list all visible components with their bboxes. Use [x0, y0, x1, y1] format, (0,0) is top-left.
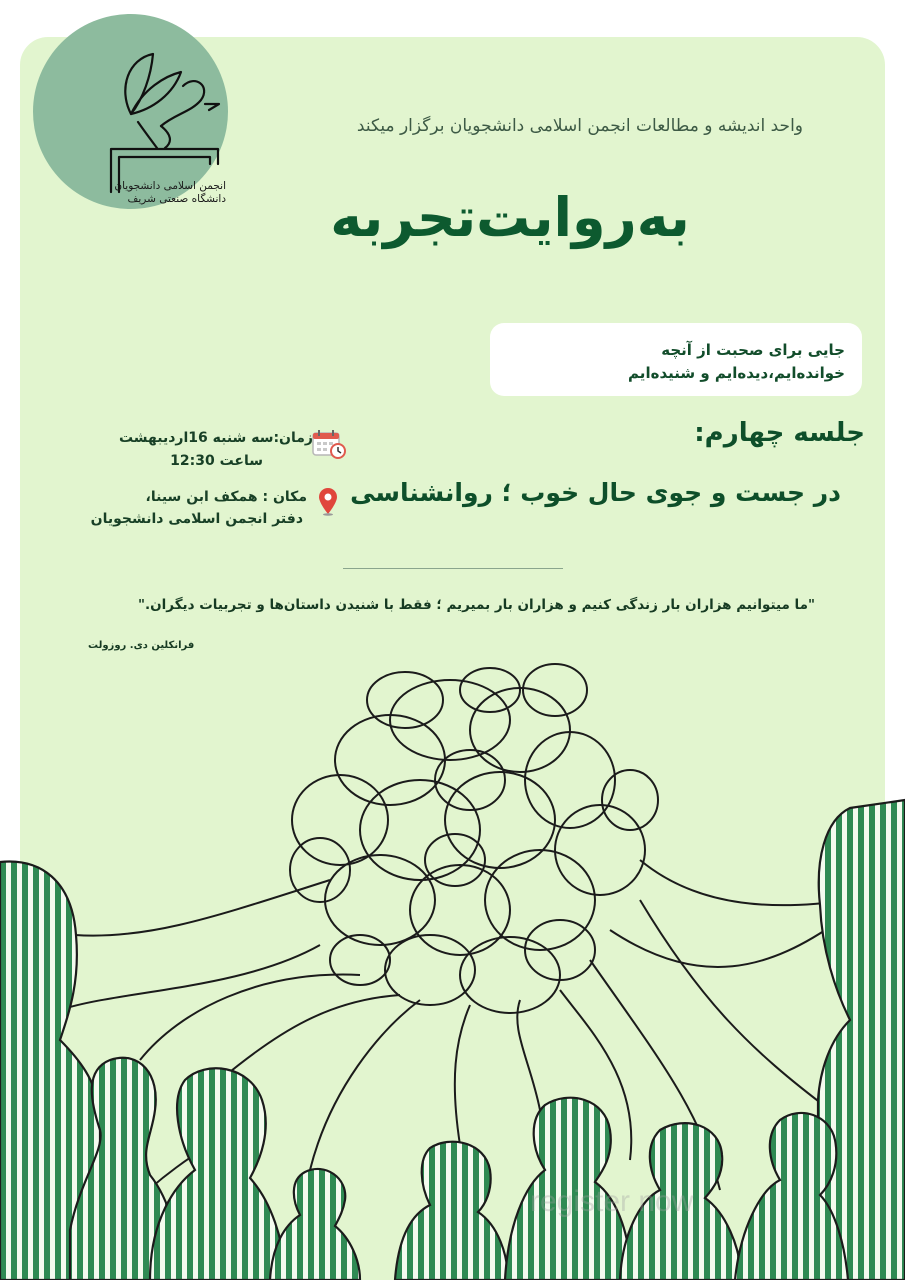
event-place-line1: مکان : همکف ابن سینا، — [145, 489, 307, 505]
quote-author: فرانکلین دی. روزولت — [88, 640, 195, 651]
quote-text: "ما میتوانیم هزاران بار زندگی کنیم و هزاران بار بمیریم ؛ فقط با شنیدن داستان‌ها و تجربیات دیگران." — [137, 597, 815, 613]
event-title: به‌روایت‌تجربه — [330, 186, 690, 249]
event-time-line2: ساعت 12:30 — [170, 453, 263, 469]
logo-text-line2: دانشگاه صنعتی شریف — [127, 193, 226, 205]
watermark: register now — [530, 1185, 694, 1218]
event-place-line2: دفتر انجمن اسلامی دانشجویان — [90, 511, 303, 527]
presenter-line: واحد اندیشه و مطالعات انجمن اسلامی دانشجویان برگزار میکند — [356, 116, 803, 136]
tagline-line2: خوانده‌ایم،دیده‌ایم و شنیده‌ایم — [628, 364, 845, 382]
tagline-line1: جایی برای صحبت از آنچه — [661, 341, 845, 359]
event-time-line1: زمان:سه شنبه 16اردیبهشت — [118, 430, 313, 446]
logo-text-line1: انجمن اسلامی دانشجویان — [114, 180, 226, 192]
tangle-scribble — [290, 664, 658, 1013]
session-label: جلسه چهارم: — [694, 418, 865, 448]
session-topic: در جست و جوی حال خوب ؛ روانشناسی — [350, 478, 841, 507]
